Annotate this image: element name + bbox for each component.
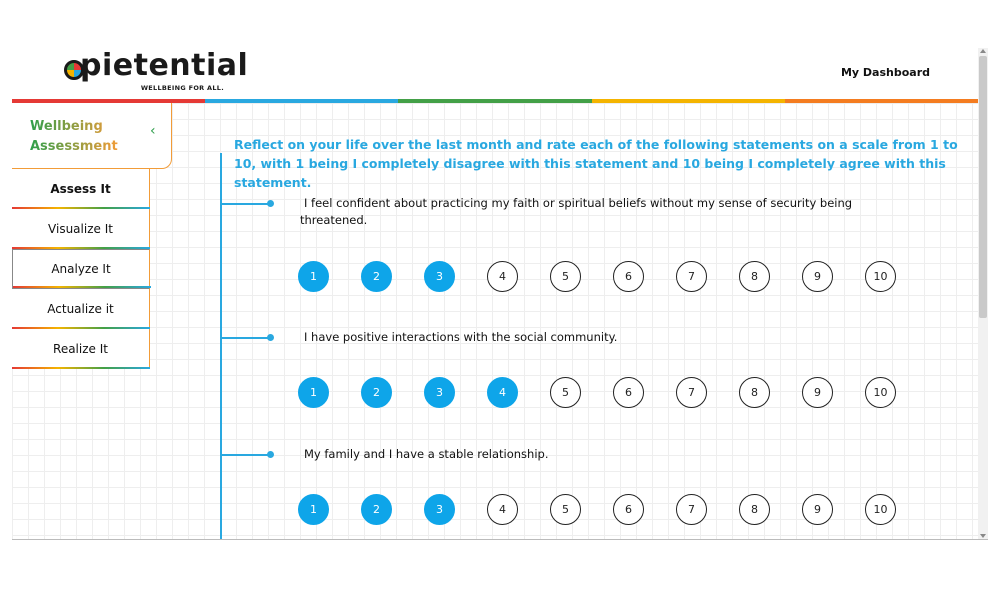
rating-option-1[interactable]: 1 [298,377,329,408]
rating-option-6[interactable]: 6 [613,494,644,525]
sidebar-item-label: Analyze It [51,262,111,276]
question-item [220,329,960,439]
rating-scale [298,261,896,292]
rating-option-6[interactable]: 6 [613,261,644,292]
rating-option-10[interactable]: 10 [865,494,896,525]
rating-option-3[interactable]: 3 [424,261,455,292]
rating-option-3[interactable]: 3 [424,494,455,525]
sidebar-title [30,117,118,157]
sidebar-item-label: Visualize It [48,222,113,236]
timeline-connector [220,337,270,339]
rating-option-4[interactable]: 4 [487,377,518,408]
top-header [12,48,978,100]
brand-tagline: WELLBEING FOR ALL. [140,84,224,92]
rating-option-7[interactable]: 7 [676,494,707,525]
timeline-connector [220,454,270,456]
rating-option-4[interactable]: 4 [487,494,518,525]
rating-option-9[interactable]: 9 [802,494,833,525]
scrollbar-thumb[interactable] [979,56,987,318]
timeline-connector [220,203,270,205]
bottom-divider [12,539,988,540]
rating-option-6[interactable]: 6 [613,377,644,408]
rating-option-8[interactable]: 8 [739,261,770,292]
sidebar-item-visualize-it[interactable] [12,209,150,249]
question-item [220,195,960,305]
sidebar-item-label: Assess It [50,182,111,196]
sidebar-item-label: Actualize it [47,302,114,316]
vertical-scrollbar[interactable] [978,48,988,540]
rating-option-2[interactable]: 2 [361,261,392,292]
sidebar-item-actualize-it[interactable] [12,289,150,329]
question-text: I feel confident about practicing my faith or spiritual beliefs without my sense of security being threatened. [300,196,853,227]
sidebar-header [12,103,172,169]
rating-option-5[interactable]: 5 [550,377,581,408]
sidebar-item-assess-it[interactable] [12,169,150,209]
rating-scale [298,377,896,408]
timeline-dot [267,200,274,207]
main-content [12,103,978,540]
rating-option-7[interactable]: 7 [676,261,707,292]
sidebar-item-label: Realize It [53,342,108,356]
sidebar-title-line2: Assessment [30,139,118,154]
rating-option-8[interactable]: 8 [739,494,770,525]
rating-option-9[interactable]: 9 [802,261,833,292]
question-text: My family and I have a stable relationship. [304,447,549,461]
sidebar-title-line1: Wellbeing [30,119,103,134]
timeline-dot [267,334,274,341]
scroll-down-icon[interactable] [980,534,986,538]
rating-option-1[interactable]: 1 [298,494,329,525]
rating-option-10[interactable]: 10 [865,377,896,408]
sidebar-item-analyze-it[interactable] [12,249,150,289]
rating-option-3[interactable]: 3 [424,377,455,408]
brand-logo[interactable] [64,48,249,96]
rating-option-5[interactable]: 5 [550,494,581,525]
scroll-up-icon[interactable] [980,49,986,53]
rating-option-1[interactable]: 1 [298,261,329,292]
rating-option-10[interactable]: 10 [865,261,896,292]
rating-option-5[interactable]: 5 [550,261,581,292]
chevron-left-icon[interactable]: ‹ [150,123,156,139]
instructions-text: Reflect on your life over the last month and rate each of the following statements on a scale from 1 to 10, with 1 being I completely disagree with this statement and 10 being I completely agree with this statement. [234,137,958,190]
my-dashboard-link[interactable]: My Dashboard [840,66,930,79]
nav-divider [13,286,151,288]
rating-option-7[interactable]: 7 [676,377,707,408]
rating-option-2[interactable]: 2 [361,377,392,408]
app-frame [12,48,978,540]
rating-option-8[interactable]: 8 [739,377,770,408]
nav-divider [12,367,150,369]
rating-option-2[interactable]: 2 [361,494,392,525]
rating-scale [298,494,896,525]
question-item [220,446,960,540]
sidebar-item-realize-it[interactable] [12,329,150,369]
brand-name: pietential [80,48,249,83]
rating-option-9[interactable]: 9 [802,377,833,408]
rating-option-4[interactable]: 4 [487,261,518,292]
question-text: I have positive interactions with the social community. [304,330,618,344]
timeline-dot [267,451,274,458]
